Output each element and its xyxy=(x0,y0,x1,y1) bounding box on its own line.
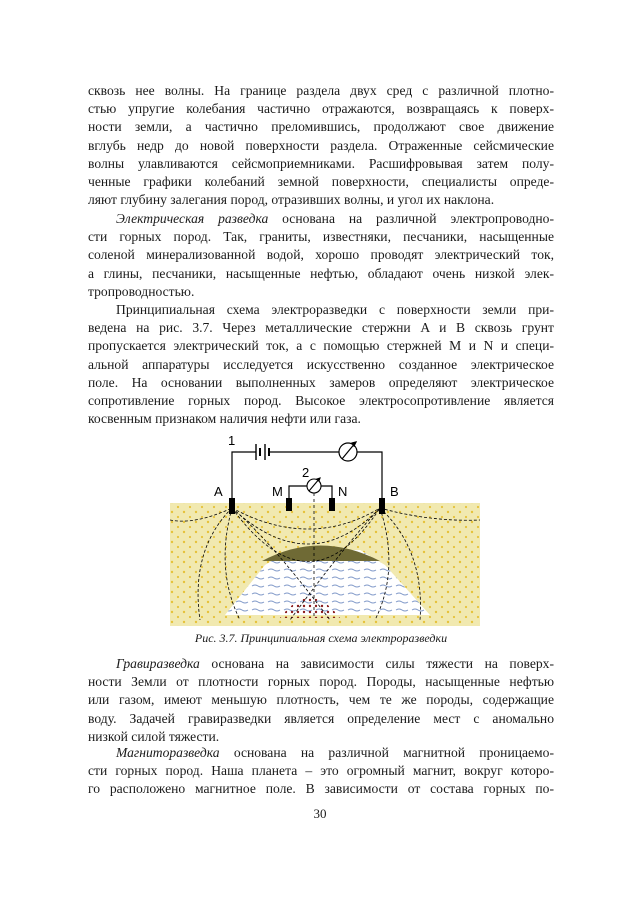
text-line: стью упругие колебания частично отражаются, возвращаясь к поверх- xyxy=(88,101,554,117)
text-line: вглубь недр до новой поверхности раздела. Отраженные сейсмические xyxy=(88,137,554,153)
ammeter-icon xyxy=(339,442,357,461)
term-magnetic: Магниторазведка xyxy=(116,745,220,760)
text-line: соленой минерализованной водой, хорошо проводят электрический ток, xyxy=(88,247,554,263)
label-electrode-m: M xyxy=(272,484,283,499)
electrode-n xyxy=(329,498,335,511)
text-line: или газом, имеют меньшую плотность, чем те же породы, содержащие xyxy=(88,692,554,708)
text-line: ведена на рис. 3.7. Через металлические стержни A и B сквозь грунт xyxy=(88,320,554,336)
battery-icon xyxy=(256,444,269,460)
text-line: косвенным признаком наличия нефти или газа. xyxy=(88,411,361,427)
text-line: тропроводностью. xyxy=(88,283,195,299)
text-line xyxy=(88,744,554,762)
label-meter-number: 2 xyxy=(302,465,310,480)
text-line: сопротивление горных пород. Высокое электросопротивление является xyxy=(88,393,554,409)
diagram-canvas xyxy=(170,430,480,626)
figure-caption: Рис. 3.7. Принципиальная схема электроразведки xyxy=(194,631,448,645)
text-line: альной аппаратуры исследуется искусственно созданное электрическое xyxy=(88,356,554,372)
text-line: волны улавливаются сейсмоприемниками. Расшифровывая затем полу- xyxy=(88,155,554,171)
text-line: Принципиальная схема электроразведки с поверхности земли при- xyxy=(116,302,554,317)
label-electrode-b: B xyxy=(390,484,399,499)
text-line: воду. Задачей гравиразведки является определение мест с аномально xyxy=(88,710,554,726)
paragraph-electric xyxy=(88,210,554,301)
text-fragment: основана на различной электропроводно- xyxy=(268,211,555,226)
text-fragment: основана на зависимости силы тяжести на поверх- xyxy=(199,656,554,671)
term-gravity: Гравиразведка xyxy=(116,656,200,671)
text-line: а глины, песчаники, насыщенные нефтью, обладают очень низкой элек- xyxy=(88,265,554,281)
wire-a xyxy=(232,452,256,502)
text-fragment: основана на различной магнитной проницаемо- xyxy=(219,745,554,760)
label-electrode-a: A xyxy=(214,484,223,499)
text-line: ченные графики колебаний земной поверхности, специалисты опреде- xyxy=(88,174,554,190)
text-line: поле. На основании выполненных замеров определяют электрическое xyxy=(88,374,554,390)
term-electric: Электрическая разведка xyxy=(116,211,269,226)
text-line: сти горных пород. Наша планета – это огромный магнит, вокруг которо- xyxy=(88,763,554,779)
text-line xyxy=(88,210,554,228)
voltmeter-icon xyxy=(307,478,321,493)
electrode-b xyxy=(379,498,385,514)
paragraph-magnetic xyxy=(88,744,554,799)
label-electrode-n: N xyxy=(338,484,348,499)
text-line: ляют глубину залегания пород, отразивших волны, и угол их наклона. xyxy=(88,192,495,208)
paragraph-scheme xyxy=(88,301,554,428)
text-line: низкой силой тяжести. xyxy=(88,728,220,744)
text-line: сквозь нее волны. На границе раздела двух сред с различной плотно- xyxy=(88,83,554,98)
text-line: ности Земли от плотности горных пород. Породы, насыщенные нефтью xyxy=(88,674,554,690)
electrical-survey-diagram xyxy=(170,430,480,626)
text-line: пропускается электрический ток, а с помощью стержней M и N и специ- xyxy=(88,338,554,354)
electrode-m xyxy=(286,498,292,511)
wire-b xyxy=(356,452,382,502)
text-line: ности земли, а частично преломившись, продолжают свое движение xyxy=(88,119,554,135)
text-line: сти горных пород. Так, граниты, известняки, песчаники, насыщенные xyxy=(88,229,554,245)
electrode-a xyxy=(229,498,235,514)
page-number: 30 xyxy=(313,806,327,821)
paragraph-gravity xyxy=(88,655,554,746)
text-line xyxy=(88,655,554,673)
label-battery-number: 1 xyxy=(228,433,236,448)
paragraph-seismic xyxy=(88,82,554,209)
text-line: го расположено магнитное поле. В зависимости от состава горных по- xyxy=(88,781,554,797)
